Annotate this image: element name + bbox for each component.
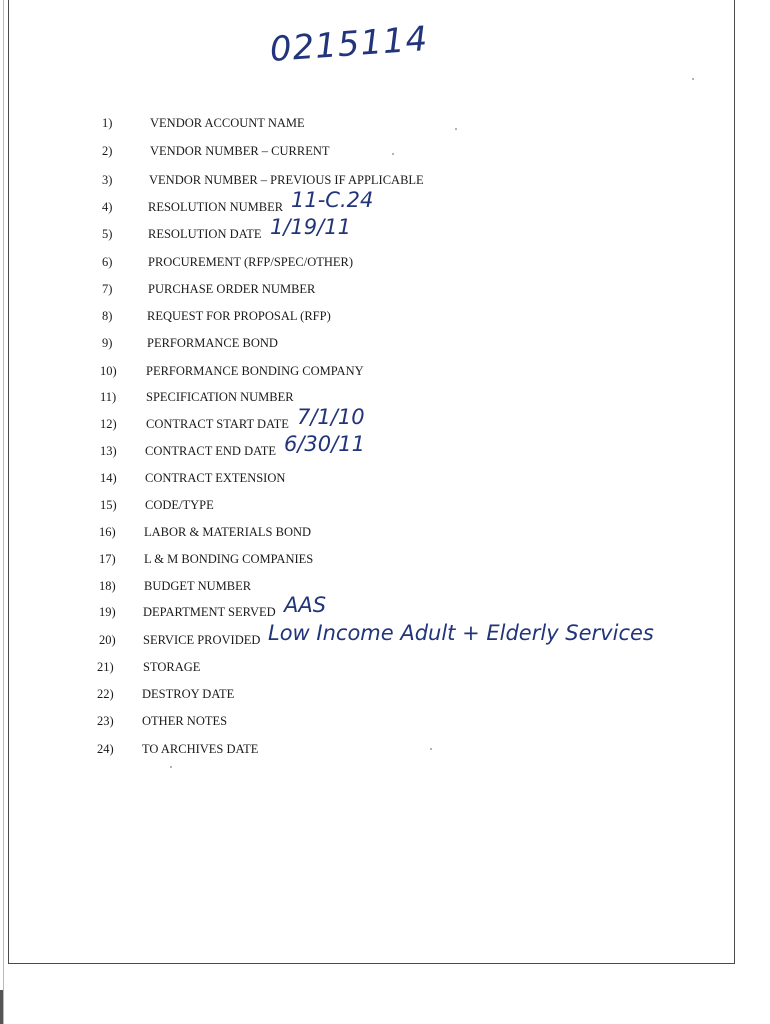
field-label: SPECIFICATION NUMBER xyxy=(146,390,294,404)
field-number: 9) xyxy=(102,336,113,350)
field-number: 8) xyxy=(102,309,113,323)
field-number: 19) xyxy=(99,605,116,619)
field-number: 23) xyxy=(97,714,114,728)
field-number: 15) xyxy=(100,498,117,512)
scan-speck xyxy=(692,78,694,80)
form-field-row xyxy=(99,593,760,622)
field-number: 4) xyxy=(102,200,113,214)
form-field-row xyxy=(97,684,760,704)
form-field-row xyxy=(97,711,760,731)
field-number: 5) xyxy=(102,227,113,241)
form-field-row xyxy=(99,621,760,650)
form-field-row xyxy=(100,405,760,434)
field-label: VENDOR NUMBER – CURRENT xyxy=(150,144,330,158)
field-number: 20) xyxy=(99,633,116,647)
field-label: CONTRACT END DATE xyxy=(145,444,277,458)
field-number: 10) xyxy=(100,364,117,378)
scan-speck xyxy=(392,153,394,155)
handwritten-field-value: 1/19/11 xyxy=(270,215,351,239)
field-number: 2) xyxy=(102,144,113,158)
field-label: CODE/TYPE xyxy=(145,498,214,512)
field-number: 7) xyxy=(102,282,113,296)
field-label: CONTRACT EXTENSION xyxy=(145,471,286,485)
form-field-row xyxy=(100,361,760,381)
field-number: 1) xyxy=(102,116,113,130)
field-label: DESTROY DATE xyxy=(142,687,235,701)
field-label: OTHER NOTES xyxy=(142,714,228,728)
field-number: 24) xyxy=(97,742,114,756)
handwritten-field-value: Low Income Adult + Elderly Services xyxy=(268,621,654,645)
form-field-row xyxy=(102,333,760,353)
form-field-row xyxy=(99,522,760,542)
handwritten-field-value: 7/1/10 xyxy=(297,405,365,429)
field-label: LABOR & MATERIALS BOND xyxy=(144,525,312,539)
field-label: STORAGE xyxy=(143,660,201,674)
form-field-row xyxy=(99,549,760,569)
form-field-row xyxy=(102,141,760,161)
field-label: PROCUREMENT (RFP/SPEC/OTHER) xyxy=(148,255,354,269)
field-label: VENDOR NUMBER – PREVIOUS IF APPLICABLE xyxy=(149,173,424,187)
form-field-row xyxy=(102,279,760,299)
field-label: DEPARTMENT SERVED xyxy=(143,605,276,619)
field-label: TO ARCHIVES DATE xyxy=(142,742,259,756)
field-number: 11) xyxy=(100,390,117,404)
scan-bottom-mark xyxy=(0,990,3,1024)
field-label: L & M BONDING COMPANIES xyxy=(144,552,314,566)
scan-speck xyxy=(455,128,457,130)
form-field-row xyxy=(102,188,760,217)
field-number: 16) xyxy=(99,525,116,539)
field-number: 6) xyxy=(102,255,113,269)
handwritten-field-value: AAS xyxy=(284,593,327,617)
field-label: PURCHASE ORDER NUMBER xyxy=(148,282,316,296)
form-field-row xyxy=(102,215,760,244)
form-field-row xyxy=(102,306,760,326)
field-label: PERFORMANCE BOND xyxy=(147,336,278,350)
field-label: RESOLUTION DATE xyxy=(148,227,262,241)
scan-speck xyxy=(430,748,432,750)
field-label: REQUEST FOR PROPOSAL (RFP) xyxy=(147,309,331,323)
scan-left-edge xyxy=(3,0,4,1024)
field-label: RESOLUTION NUMBER xyxy=(148,200,284,214)
field-number: 21) xyxy=(97,660,114,674)
form-field-row xyxy=(102,170,760,190)
field-number: 13) xyxy=(100,444,117,458)
form-field-row xyxy=(100,468,760,488)
field-number: 22) xyxy=(97,687,114,701)
form-field-row xyxy=(99,576,760,596)
handwritten-document-number: 0215114 xyxy=(268,18,430,70)
field-label: CONTRACT START DATE xyxy=(146,417,289,431)
handwritten-field-value: 11-C.24 xyxy=(291,188,374,212)
field-label: BUDGET NUMBER xyxy=(144,579,252,593)
form-field-row xyxy=(102,113,760,133)
field-label: SERVICE PROVIDED xyxy=(143,633,261,647)
form-field-row xyxy=(100,387,760,407)
field-number: 18) xyxy=(99,579,116,593)
field-label: PERFORMANCE BONDING COMPANY xyxy=(146,364,364,378)
field-number: 14) xyxy=(100,471,117,485)
form-field-row xyxy=(100,432,760,461)
handwritten-field-value: 6/30/11 xyxy=(284,432,365,456)
scan-speck xyxy=(170,766,172,768)
field-number: 12) xyxy=(100,417,117,431)
field-number: 3) xyxy=(102,173,113,187)
form-field-row xyxy=(97,657,760,677)
form-field-row xyxy=(102,252,760,272)
form-field-row xyxy=(97,739,760,759)
field-label: VENDOR ACCOUNT NAME xyxy=(150,116,305,130)
form-field-row xyxy=(100,495,760,515)
field-number: 17) xyxy=(99,552,116,566)
